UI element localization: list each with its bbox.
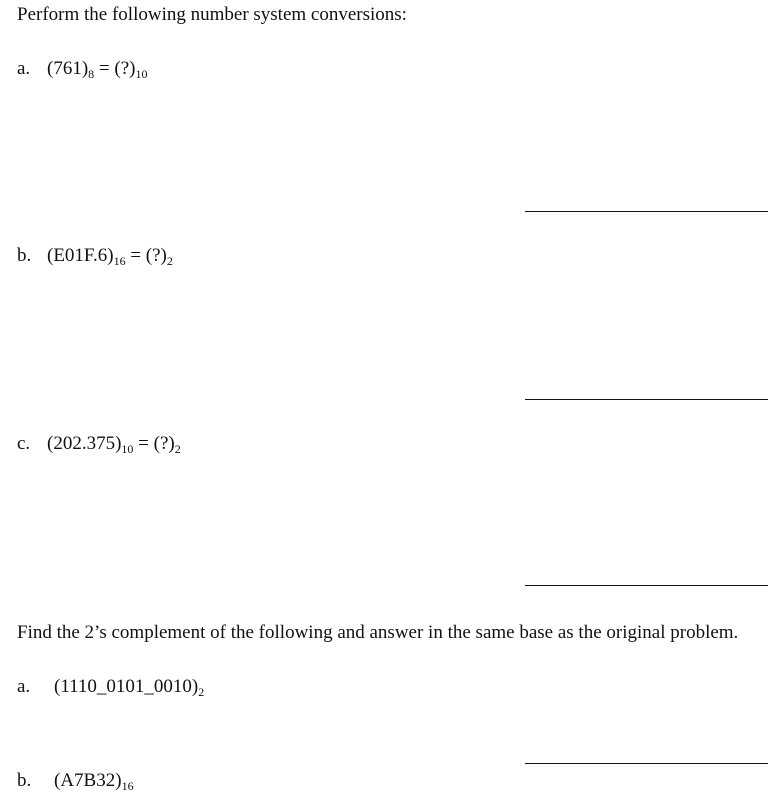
question-label: a. bbox=[17, 676, 31, 697]
complement-question-b bbox=[17, 770, 134, 792]
source-base: 16 bbox=[121, 779, 134, 793]
answer-line-b[interactable] bbox=[525, 399, 768, 400]
question-equals: = (?) bbox=[133, 433, 175, 454]
question-a-conversion bbox=[17, 58, 147, 80]
target-base: 2 bbox=[174, 442, 181, 456]
answer-line-c[interactable] bbox=[525, 585, 768, 586]
question-number: (E01F.6) bbox=[47, 245, 114, 266]
complement-question-a bbox=[17, 676, 204, 698]
question-number: (A7B32) bbox=[54, 770, 122, 791]
answer-line-a[interactable] bbox=[525, 211, 768, 212]
question-label: c. bbox=[17, 433, 31, 454]
source-base: 10 bbox=[121, 442, 134, 456]
question-label: b. bbox=[17, 245, 32, 266]
source-base: 16 bbox=[113, 254, 126, 268]
section1-heading: Perform the following number system conversions: bbox=[17, 4, 407, 25]
source-base: 8 bbox=[88, 67, 95, 81]
question-c-conversion bbox=[17, 433, 181, 455]
section2-heading: Find the 2’s complement of the following and answer in the same base as the original problem. bbox=[17, 622, 739, 643]
question-number: (1110_0101_0010) bbox=[54, 676, 199, 697]
question-number: (202.375) bbox=[47, 433, 122, 454]
question-label: a. bbox=[17, 58, 31, 79]
question-label: b. bbox=[17, 770, 32, 791]
target-base: 10 bbox=[135, 67, 148, 81]
source-base: 2 bbox=[198, 685, 205, 699]
answer-line-complement-a[interactable] bbox=[525, 763, 768, 764]
question-equals: = (?) bbox=[125, 245, 167, 266]
question-b-conversion bbox=[17, 245, 173, 267]
question-number: (761) bbox=[47, 58, 89, 79]
target-base: 2 bbox=[166, 254, 173, 268]
question-equals: = (?) bbox=[94, 58, 136, 79]
